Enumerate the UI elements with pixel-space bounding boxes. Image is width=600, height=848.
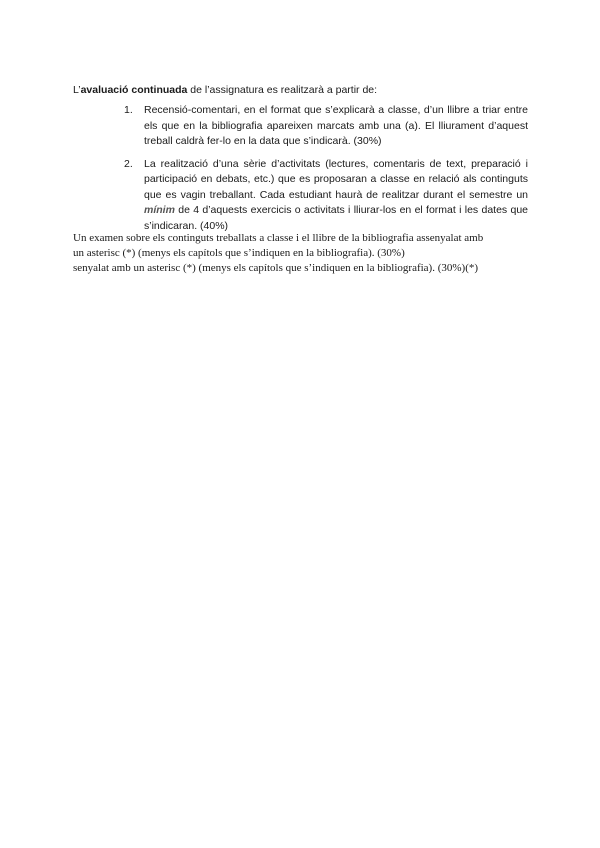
list-item-number: 2. bbox=[124, 157, 133, 170]
list-item-text-after: de 4 d’aquests exercicis o activitats i lliurar-los en el format i les dates que s’indicaran. (40%) bbox=[144, 204, 528, 232]
list-item-emphasis: mínim bbox=[144, 204, 175, 216]
intro-suffix: de l’assignatura es realitzarà a partir de: bbox=[187, 84, 378, 96]
list-item bbox=[124, 103, 528, 150]
list-item-number: 1. bbox=[124, 104, 133, 116]
exam-line-1: Un examen sobre els continguts treballats a classe i el llibre de la bibliografia assenyalat amb bbox=[73, 232, 484, 244]
intro-paragraph bbox=[73, 83, 533, 97]
list-item-text: Recensió-comentari, en el format que s’explicarà a classe, d’un llibre a triar entre els que en la bibliografia apareixen marcats amb una (a). El lliurament d’aquest treball caldrà fer-lo en la data que s’indicarà. (30%) bbox=[144, 104, 528, 147]
exam-paragraph bbox=[73, 231, 543, 276]
exam-line-2: un asterisc (*) (menys els capítols que s’indiquen en la bibliografia). (30%) bbox=[73, 247, 405, 259]
intro-bold-term: avaluació continuada bbox=[80, 84, 188, 96]
list-item bbox=[124, 157, 528, 235]
intro-prefix: L’ bbox=[73, 84, 81, 96]
evaluation-list bbox=[124, 103, 528, 241]
exam-line-3: senyalat amb un asterisc (*) (menys els capítols que s’indiquen en la bibliografia). (30%)(*) bbox=[73, 262, 479, 274]
list-item-text-before: La realització d’una sèrie d’activitats (lectures, comentaris de text, preparació i participació en debats, etc.) que es proposaran a classe en relació als continguts que es vagin treballant. Cada estudiant haurà de realitzar durant el semestre un bbox=[144, 157, 528, 201]
